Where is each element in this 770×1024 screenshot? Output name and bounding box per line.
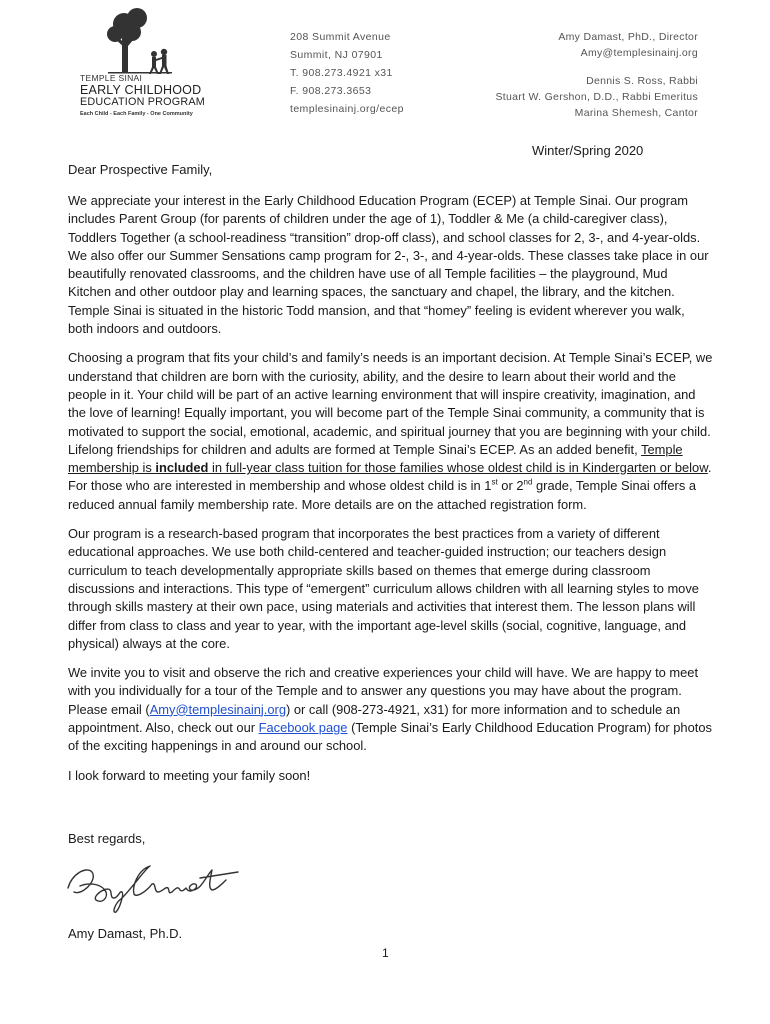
paragraph-2-text-d: grade, Temple Sinai offers a reduced annual family membership rate. More details are on the attached registration form.	[68, 478, 697, 512]
logo-line-1: TEMPLE SINAI	[80, 73, 143, 83]
address-phone: T. 908.273.4921 x31	[290, 67, 393, 79]
signer-name: Amy Damast, Ph.D.	[68, 926, 183, 941]
paragraph-2-text-a: Choosing a program that fits your child’s and family’s needs is an important decision. At Temple Sinai’s ECEP, we understand that children are born with the curiosity, ability, and the desire to learn about their world and the people in it. Your child will be part of an active learning environment that will inspire creativity, imagination, and the love of learning! Equally important, you will become part of the Temple Sinai community, a community that is motivated to support the social, emotional, academic, and spiritual journey that you are beginning with your child. Lifelong friendships for children and adults are formed at Temple Sinai’s ECEP. As an added benefit,	[68, 350, 713, 457]
address-fax: F. 908.273.3653	[290, 85, 372, 97]
staff-cantor: Marina Shemesh, Cantor	[574, 107, 698, 119]
staff-rabbi: Dennis S. Ross, Rabbi	[586, 75, 698, 87]
logo-tagline: Each Child - Each Family - One Community	[80, 110, 193, 117]
staff-block	[495, 29, 698, 121]
staff-rabbi-emeritus: Stuart W. Gershon, D.D., Rabbi Emeritus	[495, 91, 698, 103]
paragraph-4-text-a: We invite you to visit and observe the rich and creative experiences your child will have. We are happy to meet with you individually for a tour of the Temple and to answer any questions you may have about the program. Please email (	[68, 665, 699, 717]
paragraph-4	[68, 664, 713, 755]
logo-line-3: EDUCATION PROGRAM	[80, 96, 205, 108]
tree-logo-icon	[104, 8, 182, 76]
address-street: 208 Summit Avenue	[290, 31, 391, 43]
membership-note-included: included	[155, 460, 209, 476]
superscript-nd: nd	[523, 478, 533, 488]
paragraph-3: Our program is a research-based program that incorporates the best practices from a variety of different educational approaches. We use both child-centered and teacher-guided instruction; our teachers design curriculum to teach developmentally appropriate skills based on themes that emerge during classroom discussions and interactions. This type of “emergent” curriculum allows children with all learning styles to move through skills mastery at their own pace, using materials and activities that interest them. The lesson plans will differ from class to class and year to year, with the important age-level skills (social, cognitive, language, and physical) always at the core.	[68, 526, 699, 651]
paragraph-1: We appreciate your interest in the Early Childhood Education Program (ECEP) at Temple Sinai. Our program includes Parent Group (for parents of children under the age of 1), Toddler & Me (a child-caregiver class), Toddlers Together (a school-readiness “transition” drop-off class), and school classes for 2, 3-, and 4-year-olds. We also offer our Summer Sensations camp program for 2-, 3-, and 4-year-olds. These classes take place in our beautifully renovated classrooms, and the children have use of all Temple facilities – the playground, Mud Kitchen and other outdoor play and learning spaces, the sanctuary and chapel, the library, and the kitchen. Temple Sinai is situated in the historic Todd mansion, and that “homey” feeling is evident wherever you walk, both indoors and outdoors.	[68, 193, 709, 337]
closing: Best regards,	[68, 831, 146, 846]
paragraph-4-text-b: ) or call (908-273-4921, x31) for more information and to schedule an appointment. Also, check out our	[68, 701, 681, 736]
email-link[interactable]: Amy@templesinainj.org	[149, 701, 287, 717]
paragraph-2-text-c: or 2	[497, 478, 524, 494]
facebook-page-link[interactable]: Facebook page	[258, 720, 348, 736]
paragraph-2-text-b: . For those who are interested in membership and whose oldest child is in 1	[68, 460, 712, 494]
superscript-st: st	[491, 478, 498, 488]
page-number: 1	[382, 946, 389, 960]
signature	[62, 852, 242, 921]
staff-director-email[interactable]: Amy@templesinainj.org	[580, 47, 698, 59]
address-block	[290, 28, 404, 118]
temple-sinai-logo	[76, 8, 206, 116]
letter-date: Winter/Spring 2020	[532, 143, 644, 158]
salutation: Dear Prospective Family,	[68, 162, 213, 177]
paragraph-2	[68, 349, 713, 514]
address-web[interactable]: templesinainj.org/ecep	[290, 103, 404, 115]
address-city: Summit, NJ 07901	[290, 49, 383, 61]
paragraph-5: I look forward to meeting your family soon!	[68, 767, 311, 783]
logo-line-2: EARLY CHILDHOOD	[80, 82, 202, 97]
membership-note-a: Temple membership is	[68, 441, 683, 476]
paragraph-4-text-c: (Temple Sinai’s Early Childhood Education Program) for photos of the exciting happenings in and around our school.	[68, 720, 712, 754]
letter-body	[68, 192, 713, 796]
staff-director: Amy Damast, PhD., Director	[558, 31, 698, 43]
membership-note-b: in full-year class tuition for those families whose oldest child is in Kindergarten or below	[208, 460, 708, 476]
